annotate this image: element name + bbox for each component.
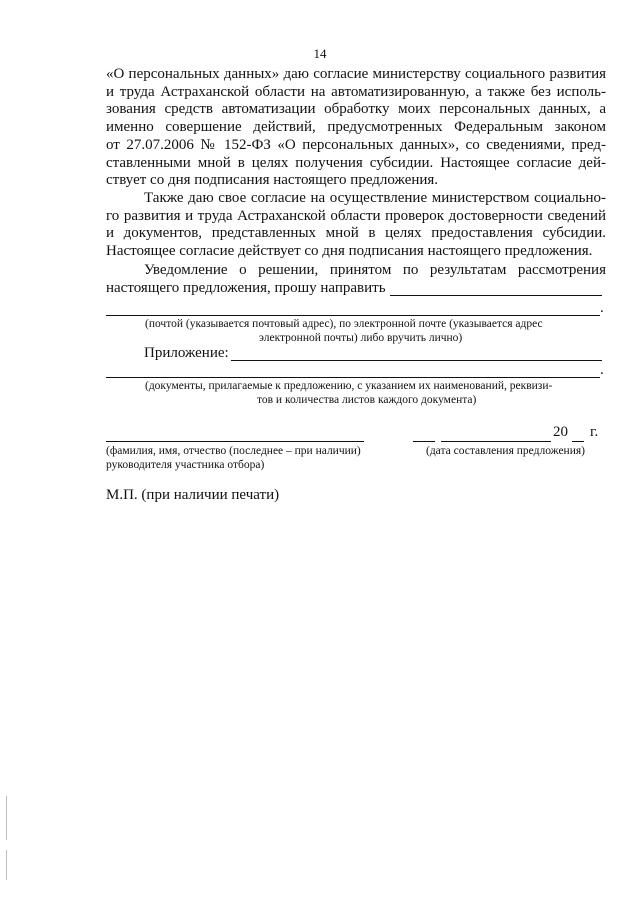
year-suffix: г. — [590, 424, 599, 440]
line-end-dot: . — [600, 362, 604, 378]
verification-paragraph — [106, 190, 606, 261]
scan-edge-mark — [6, 850, 7, 880]
signer-hint-line: руководителя участника отбора) — [106, 459, 265, 471]
text-line: Также даю свое согласие на осуществление министерством социально- — [144, 190, 606, 206]
month-field[interactable] — [441, 441, 551, 442]
attachment-label: Приложение: — [144, 345, 229, 361]
text-line: настоящего предложения, прошу направить — [106, 279, 386, 296]
attachment-hint-line: (документы, прилагаемые к предложению, с указанием их наименований, реквизи- — [145, 380, 553, 392]
notify-address-field-continued[interactable] — [106, 315, 600, 316]
text-line: именно совершение действий, предусмотренных Федеральным законом — [106, 119, 606, 136]
text-line: зования средств автоматизации обработку моих персональных данных, а — [106, 101, 606, 118]
text-line: «О персональных данных» даю согласие министерству социального развития — [106, 66, 606, 82]
consent-paragraph — [106, 66, 606, 190]
attachment-field-continued[interactable] — [106, 377, 600, 378]
text-line: и труда Астраханской области на автоматизированную, а также без исполь- — [106, 83, 606, 100]
signer-name-field[interactable] — [106, 441, 364, 442]
text-line: ствует со дня подписания настоящего предложения. — [106, 172, 439, 189]
signer-hint-line: (фамилия, имя, отчество (последнее – при наличии) — [106, 445, 361, 457]
stamp-placeholder: М.П. (при наличии печати) — [106, 487, 280, 503]
notify-address-field[interactable] — [390, 295, 602, 296]
page-number: 14 — [313, 46, 327, 61]
notification-paragraph — [106, 262, 606, 297]
text-line: Уведомление о решении, принятом по результатам рассмотрения — [144, 262, 606, 278]
text-line: от 27.07.2006 № 152-ФЗ «О персональных данных», со сведениями, пред- — [106, 136, 606, 153]
line-end-dot: . — [600, 300, 604, 316]
scan-edge-mark — [6, 796, 7, 840]
text-line: и документов, представленных мной в целях предоставления субсидии. — [106, 225, 606, 242]
day-field[interactable] — [413, 441, 435, 442]
text-line: го развития и труда Астраханской области проверок достоверности сведений — [106, 207, 606, 224]
date-hint: (дата составления предложения) — [426, 445, 585, 457]
year-prefix: 20 — [553, 424, 568, 440]
text-line: ставленными мной в целях получения субсидии. Настоящее согласие дей- — [106, 154, 606, 171]
attachment-hint-line: тов и количества листов каждого документа) — [257, 394, 477, 406]
text-line: Настоящее согласие действует со дня подписания настоящего предложения. — [106, 243, 593, 260]
attachment-field[interactable] — [231, 360, 602, 361]
notify-hint-line: электронной почты) либо вручить лично) — [259, 332, 463, 344]
notify-hint-line: (почтой (указывается почтовый адрес), по электронной почте (указывается адрес — [145, 318, 543, 330]
year-field[interactable] — [572, 441, 584, 442]
